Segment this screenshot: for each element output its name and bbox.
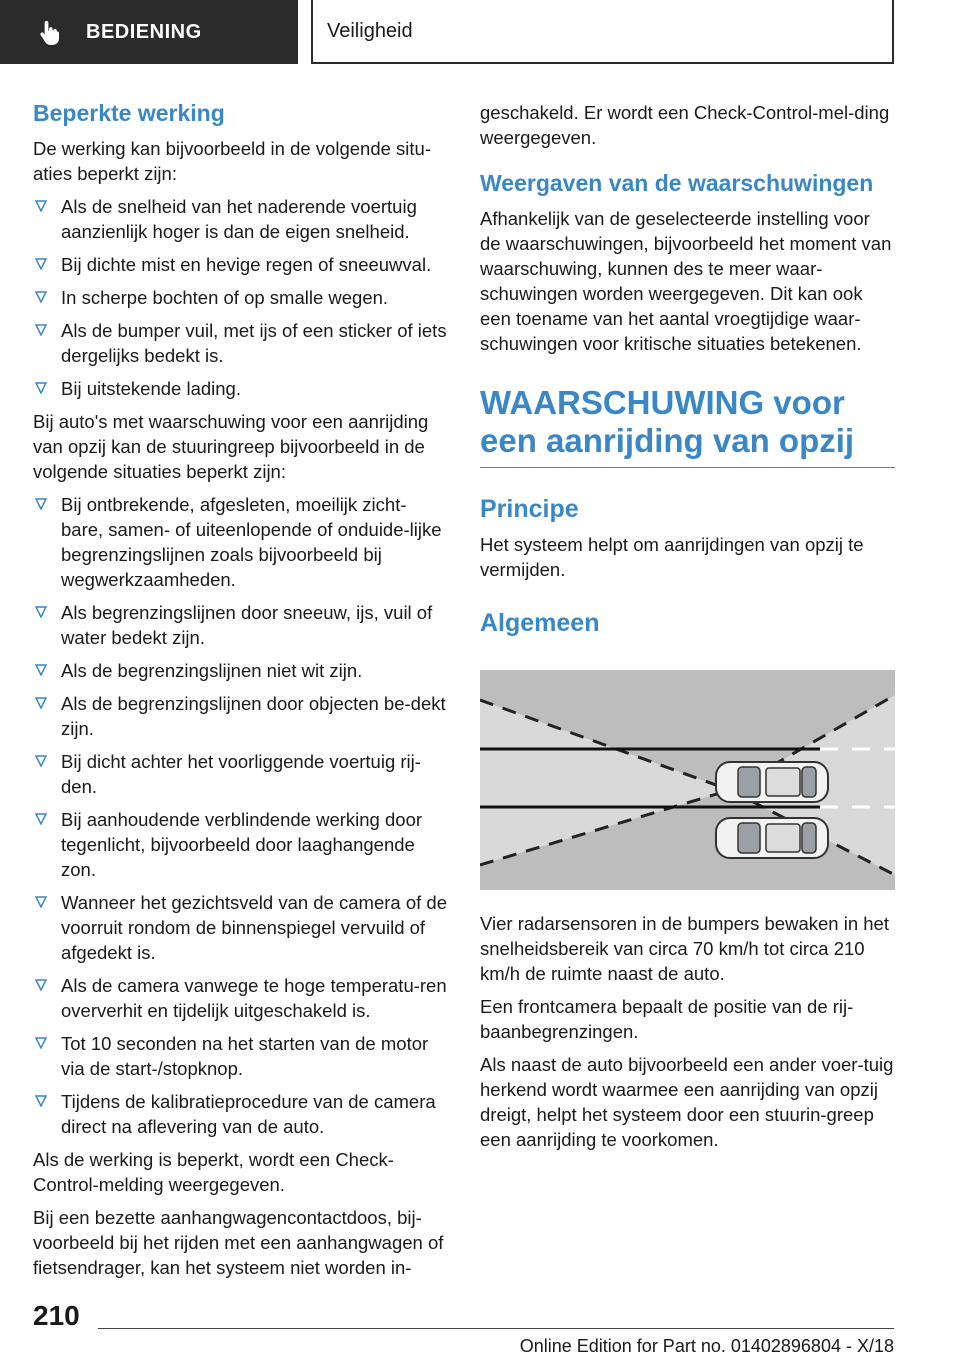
list-item: Als de begrenzingslijnen niet wit zijn. bbox=[33, 658, 448, 683]
warnings-paragraph: Afhankelijk van de geselecteerde instelling voor de waarschuwingen, bijvoorbeeld het moment van waarschuwing, kunnen des te meer waar-schuwingen worden weergegeven. Dit kan ook een toename van het aantal vroegtijdige waar-schuwingen voor kritische situaties betekenen. bbox=[480, 207, 892, 354]
triangle-bullet-icon bbox=[35, 258, 47, 270]
triangle-bullet-icon bbox=[35, 755, 47, 767]
list-item: Als begrenzingslijnen door sneeuw, ijs, vuil of water bedekt zijn. bbox=[33, 600, 448, 650]
left-column bbox=[33, 100, 448, 1288]
list-item: Tot 10 seconden na het starten van de motor via de start-/stopknop. bbox=[33, 1031, 448, 1081]
triangle-bullet-icon bbox=[35, 896, 47, 908]
car-adjacent bbox=[716, 818, 828, 858]
check-control-paragraph: Als de werking is beperkt, wordt een Check-Control-melding weergegeven. bbox=[33, 1148, 394, 1195]
intro-paragraph: De werking kan bijvoorbeeld in de volgende situ-aties beperkt zijn: bbox=[33, 137, 431, 184]
continued-paragraph: geschakeld. Er wordt een Check-Control-mel-ding weergegeven. bbox=[480, 102, 890, 148]
chapter-header bbox=[311, 0, 894, 64]
triangle-bullet-icon bbox=[35, 324, 47, 336]
list-item: Bij dicht achter het voorliggende voertuig rij-den. bbox=[33, 749, 448, 799]
chapter-title: Veiligheid bbox=[327, 19, 413, 42]
camera-paragraph: Een frontcamera bepaalt de positie van de rij-baanbegrenzingen. bbox=[480, 996, 854, 1043]
heading-weergaven: Weergaven van de waarschuwingen bbox=[480, 170, 874, 196]
triangle-bullet-icon bbox=[35, 979, 47, 991]
radar-paragraph: Vier radarsensoren in de bumpers bewaken in het snelheidsbereik van circa 70 km/h tot circa 210 km/h de ruimte naast de auto. bbox=[480, 913, 889, 985]
section-tab bbox=[0, 0, 298, 64]
edition-footer: Online Edition for Part no. 01402896804 - X/18 bbox=[519, 1336, 894, 1356]
side-collision-illustration bbox=[480, 670, 895, 890]
triangle-bullet-icon bbox=[35, 813, 47, 825]
list-item: Als de bumper vuil, met ijs of een sticker of iets dergelijks bedekt is. bbox=[33, 318, 448, 368]
triangle-bullet-icon bbox=[35, 606, 47, 618]
triangle-bullet-icon bbox=[35, 1095, 47, 1107]
list-item: Als de snelheid van het naderende voertuig aanzienlijk hoger is dan de eigen snelheid. bbox=[33, 194, 448, 244]
hand-pointer-icon bbox=[36, 18, 64, 46]
triangle-bullet-icon bbox=[35, 1037, 47, 1049]
triangle-bullet-icon bbox=[35, 382, 47, 394]
right-column bbox=[480, 100, 895, 1160]
car-own bbox=[716, 762, 828, 802]
steering-limitations-list bbox=[33, 492, 448, 1139]
list-item: Als de begrenzingslijnen door objecten be-dekt zijn. bbox=[33, 691, 448, 741]
list-item: In scherpe bochten of op smalle wegen. bbox=[33, 285, 448, 310]
list-item: Wanneer het gezichtsveld van de camera of de voorruit rondom de binnenspiegel vervuild of afgedekt is. bbox=[33, 890, 448, 965]
triangle-bullet-icon bbox=[35, 291, 47, 303]
triangle-bullet-icon bbox=[35, 697, 47, 709]
heading-principe: Principe bbox=[480, 495, 579, 524]
list-item: Bij dichte mist en hevige regen of sneeuwval. bbox=[33, 252, 448, 277]
trailer-paragraph: Bij een bezette aanhangwagencontactdoos, bij-voorbeeld bij het rijden met een aanhangwagen of fietsendrager, kan het systeem niet worden in- bbox=[33, 1206, 444, 1278]
steering-paragraph: Bij auto's met waarschuwing voor een aanrijding van opzij kan de stuuringreep bijvoorbeeld in de volgende situaties beperkt zijn: bbox=[33, 410, 429, 482]
list-item: Als de camera vanwege te hoge temperatu-ren oververhit en tijdelijk uitgeschakeld is. bbox=[33, 973, 448, 1023]
limitations-list bbox=[33, 194, 448, 401]
footer-divider bbox=[98, 1328, 894, 1329]
heading-algemeen: Algemeen bbox=[480, 609, 600, 638]
list-item: Tijdens de kalibratieprocedure van de camera direct na aflevering van de auto. bbox=[33, 1089, 448, 1139]
triangle-bullet-icon bbox=[35, 498, 47, 510]
triangle-bullet-icon bbox=[35, 200, 47, 212]
principle-paragraph: Het systeem helpt om aanrijdingen van opzij te vermijden. bbox=[480, 534, 864, 581]
steering-intervention-paragraph: Als naast de auto bijvoorbeeld een ander voer-tuig herkend wordt waarmee een aanrijding van opzij dreigt, helpt het systeem door een stuurin-greep een aanrijding te voorkomen. bbox=[480, 1054, 894, 1151]
triangle-bullet-icon bbox=[35, 664, 47, 676]
page-number: 210 bbox=[33, 1300, 80, 1331]
main-heading: WAARSCHUWING voor een aanrijding van opzij bbox=[480, 384, 895, 469]
section-tab-label: BEDIENING bbox=[86, 20, 202, 43]
list-item: Bij uitstekende lading. bbox=[33, 376, 448, 401]
list-item: Bij ontbrekende, afgesleten, moeilijk zicht-bare, samen- of uiteenlopende of onduide-lijke begrenzingslijnen zoals bijvoorbeeld bij wegwerkzaamheden. bbox=[33, 492, 448, 592]
heading-beperkte-werking: Beperkte werking bbox=[33, 100, 225, 126]
list-item: Bij aanhoudende verblindende werking door tegenlicht, bijvoorbeeld door laaghangende zon. bbox=[33, 807, 448, 882]
